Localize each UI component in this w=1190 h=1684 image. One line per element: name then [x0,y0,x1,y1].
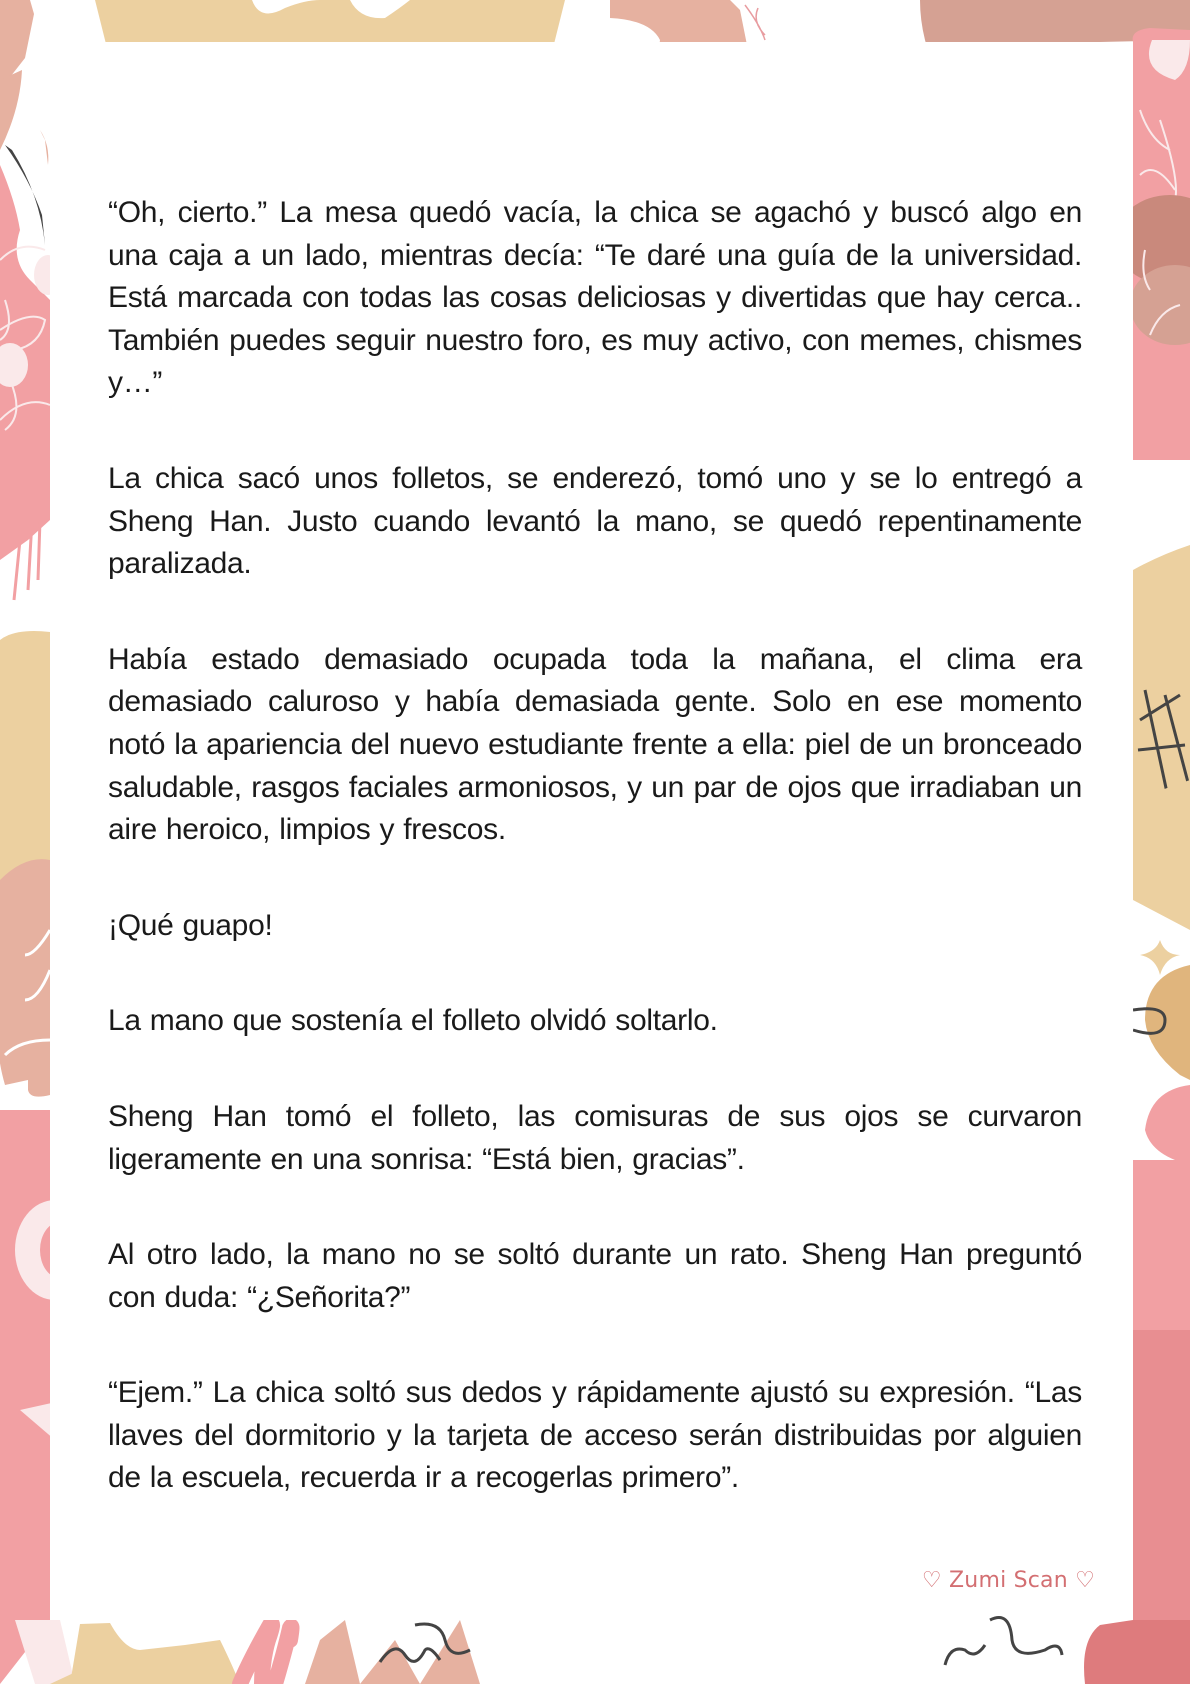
paragraph: Sheng Han tomó el folleto, las comisuras de sus ojos se curvaron ligeramente en una sonrisa: “Está bien, gracias”. [108,1099,1082,1176]
left-dusty-pink-leaf [0,859,50,1096]
paragraph: “Ejem.” La chica soltó sus dedos y rápidamente ajustó su expresión. “Las llaves del dormitorio y la tarjeta de acceso serán distribuidas por alguien de la escuela, recuerda ir a recogerlas primero”. [108,1376,1082,1495]
bottom-right-rose-blob [1084,1620,1190,1684]
left-bottom-pink-panel [0,1110,50,1684]
page-sheet [50,42,1133,1620]
right-sparkle-icon [1140,940,1180,975]
paragraph: ¡Qué guapo! [108,908,273,942]
left-sand-panel [0,631,50,895]
paragraph: Había estado demasiado ocupada toda la mañana, el clima era demasiado caluroso y había demasiada gente. Solo en ese momento notó la apariencia del nuevo estudiante frente a ella: piel de un bronceado saludable, rasgos faciales armoniosos, y un par de ojos que irradiaban un aire heroico, limpios y frescos. [108,642,1082,847]
paragraph: Al otro lado, la mano no se soltó durante un rato. Sheng Han preguntó con duda: “¿Señorita?” [108,1238,1082,1314]
bottom-sand-shape [70,1623,240,1684]
chapter-text [108,192,1082,1553]
right-tan-blob [1145,965,1190,1080]
paragraph: La mano que sostenía el folleto olvidó soltarlo. [108,1004,718,1038]
bottom-pink-scribble [240,1624,292,1684]
right-sand-blob-middle [1133,780,1190,930]
paragraph: La chica sacó unos folletos, se enderezó, tomó uno y se lo entregó a Sheng Han. Justo cuando levantó la mano, se quedó repentinamente paralizada. [108,461,1082,581]
scanlation-signature: ♡ Zumi Scan ♡ [921,1568,1095,1593]
paragraph: “Oh, cierto.” La mesa quedó vacía, la chica se agachó y buscó algo en una caja a un lado, mientras decía: “Te daré una guía de la universidad. Está marcada con todas las cosas deliciosas y divertidas que hay cerca.. También puedes seguir nuestro foro, es muy activo, con memes, chismes y…” [108,196,1082,400]
